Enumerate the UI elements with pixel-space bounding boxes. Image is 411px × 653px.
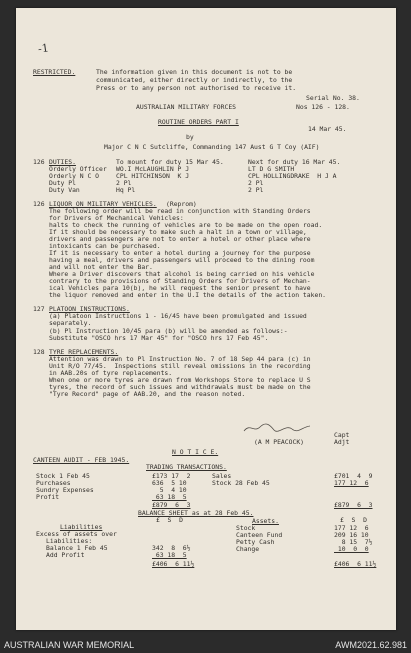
duty-today: Hq Pl — [116, 186, 136, 194]
archive-footer — [0, 638, 411, 653]
trading-label: Purchases — [36, 479, 71, 487]
asset-total: £406 6 11½ — [334, 560, 377, 568]
section-number: 128 — [33, 348, 45, 356]
section-number: 126 — [33, 200, 45, 208]
asset-label: Stock — [236, 524, 256, 532]
liquor-line: the liquor removed and enter in the U.I the details of the action taken. — [49, 291, 327, 299]
restricted-line-3: Press or to any person not authorised to receive it. — [96, 84, 297, 92]
liquor-line: If it should be necessary to make such a halt in a town or village, — [49, 228, 307, 236]
signature-name: (A M PEACOCK) — [254, 438, 305, 446]
liability-amount: 342 8 6½ — [152, 544, 191, 552]
liability-label: Liabilities: — [46, 537, 93, 545]
trading-label: Sundry Expenses — [36, 486, 94, 494]
asset-amount: 209 16 10 — [334, 531, 369, 539]
orders-date: 14 Mar 45. — [308, 125, 347, 133]
commander: Major C N C Sutcliffe, Commanding 147 Aust G T Coy (AIF) — [104, 143, 320, 151]
footer-institution: AUSTRALIAN WAR MEMORIAL — [4, 640, 135, 650]
liquor-line: Where a Driver discovers that alcohol is being carried on his vehicle — [49, 270, 315, 278]
tyre-line: "Tyre Record" page of AAB.20, and the reason noted. — [49, 390, 246, 398]
tyre-line: Unit R/O 77/45. Inspections still reveal omissions in the recording — [49, 362, 311, 370]
trading-total: £879 6 3 — [152, 501, 191, 509]
platoon-line: (a) Platoon Instructions 1 - 16/45 have been promulgated and issued — [49, 312, 307, 320]
handwritten-mark: -1 — [37, 41, 50, 56]
trading-amount: 636 5 10 — [152, 479, 187, 487]
liquor-line: having a meal, drivers and passengers will proceed to the dining room — [49, 256, 315, 264]
restricted-label: RESTRICTED. — [33, 68, 76, 76]
liquor-line: halts to check the running of vehicles are to be made on the open road. — [49, 221, 323, 229]
duty-next: 2 Pl — [248, 179, 264, 187]
liquor-line: ical Vehicles para 10(b), he will request the senior present to have — [49, 284, 311, 292]
duty-today: WO.I McLAUGHLIN P J — [116, 165, 190, 173]
duty-next: CPL HOLLINGDRAKE H J A — [248, 172, 337, 180]
duty-today: CPL HITCHINSON K J — [116, 172, 190, 180]
liability-label: Balance 1 Feb 45 — [46, 544, 108, 552]
liability-label: Excess of assets over — [36, 530, 117, 538]
tyre-line: When one or more tyres are drawn from Workshops Store to replace U S — [49, 376, 311, 384]
restricted-line-2: communicated, either directly or indirectly, to the — [96, 76, 293, 84]
liquor-note: (Reprom) — [166, 200, 197, 208]
duties-today-heading: To mount for duty 15 Mar 45. — [116, 158, 224, 166]
lsd-header: £ S D — [156, 516, 183, 524]
signature-rank: Capt — [334, 431, 350, 439]
duty-role: Orderly Officer — [49, 165, 107, 173]
trading-label: Stock 1 Feb 45 — [36, 472, 90, 480]
by-line: by — [186, 133, 194, 141]
platoon-heading: PLATOON INSTRUCTIONS. — [49, 305, 130, 313]
balance-title: BALANCE SHEET as at 28 Feb 45. — [138, 509, 254, 517]
liability-total: £406 6 11½ — [152, 560, 195, 568]
liquor-line: contrary to the provisions of Standing Orders for Drivers of Mechan- — [49, 277, 311, 285]
trading-label: Profit — [36, 493, 60, 501]
duty-next: 2 Pl — [248, 186, 264, 194]
tyre-heading: TYRE REPLACEMENTS. — [49, 348, 119, 356]
duty-next: LT D G SMITH — [248, 165, 295, 173]
asset-label: Canteen Fund — [236, 531, 283, 539]
restricted-line-1: The information given in this document is not to be — [96, 68, 293, 76]
liability-amount: 63 18 5 — [152, 551, 187, 559]
liquor-line: for Drivers of Mechanical Vehicles: — [49, 214, 184, 222]
section-number: 126 — [33, 158, 45, 166]
trading-total: £879 6 3 — [334, 501, 373, 509]
asset-amount: 177 12 6 — [334, 524, 369, 532]
liquor-line: If it is necessary to enter a hotel during a journey for the purpose — [49, 249, 311, 257]
asset-label: Change — [236, 545, 260, 553]
platoon-line: (b) Pl Instruction 10/45 para (b) will be amended as follows:- — [49, 327, 288, 335]
liquor-heading: LIQUOR ON MILITARY VEHICLES. — [49, 200, 157, 208]
assets-title: Assets. — [252, 517, 279, 525]
trading-label: Sales — [212, 472, 232, 480]
duty-role: Duty Pl — [49, 179, 76, 187]
trading-amount: 177 12 6 — [334, 479, 369, 487]
signature-scrawl — [242, 421, 312, 435]
lsd-header: £ S D — [340, 516, 367, 524]
notice-title: N O T I C E. — [172, 448, 219, 456]
document-page — [16, 8, 396, 630]
liability-label: Add Profit — [46, 551, 85, 559]
duties-heading: DUTIES. — [49, 158, 76, 166]
liquor-line: The following order will be read in conjunction with Standing Orders — [49, 207, 311, 215]
orders-title: ROUTINE ORDERS PART I — [158, 118, 239, 126]
asset-amount: 8 15 7½ — [334, 538, 373, 546]
order-numbers: Nos 126 - 128. — [296, 103, 350, 111]
section-number: 127 — [33, 305, 45, 313]
duty-today: 2 Pl — [116, 179, 132, 187]
platoon-line: separately. — [49, 319, 92, 327]
duties-next-heading: Next for duty 16 Mar 45. — [248, 158, 341, 166]
serial-number: Serial No. 38. — [306, 94, 360, 102]
tyre-line: in AAB.20s of tyre replacements. — [49, 369, 173, 377]
footer-accession: AWM2021.62.981 — [335, 640, 407, 650]
liabilities-title: Liabilities — [60, 523, 103, 531]
duty-role: Duty Van — [49, 186, 80, 194]
signature-appointment: Adjt — [334, 438, 350, 446]
force-name: AUSTRALIAN MILITARY FORCES — [136, 103, 237, 111]
asset-amount: 10 0 0 — [334, 545, 369, 553]
platoon-line: Substitute "OSCO hrs 17 Mar 45" for "OSCO hrs 17 Feb 45". — [49, 334, 269, 342]
trading-amount: 5 4 10 — [152, 486, 187, 494]
liquor-line: and will not enter the Bar. — [49, 263, 153, 271]
trading-amount: £173 17 2 — [152, 472, 191, 480]
liquor-line: drivers and passengers are not to enter a hotel or other place where — [49, 235, 311, 243]
trading-title: TRADING TRANSACTIONS. — [146, 463, 227, 471]
liquor-line: intoxicants can be purchased. — [49, 242, 161, 250]
trading-amount: 63 18 5 — [152, 493, 187, 501]
trading-label: Stock 28 Feb 45 — [212, 479, 270, 487]
trading-amount: £701 4 9 — [334, 472, 373, 480]
canteen-audit-title: CANTEEN AUDIT - FEB 1945. — [33, 456, 130, 464]
asset-label: Petty Cash — [236, 538, 275, 546]
tyre-line: Attention was drawn to Pl Instruction No. 7 of 18 Sep 44 para (c) in — [49, 355, 311, 363]
duty-role: Orderly N C O — [49, 172, 100, 180]
tyre-line: tyres, the record of such issues and withdrawals must be made on the — [49, 383, 311, 391]
